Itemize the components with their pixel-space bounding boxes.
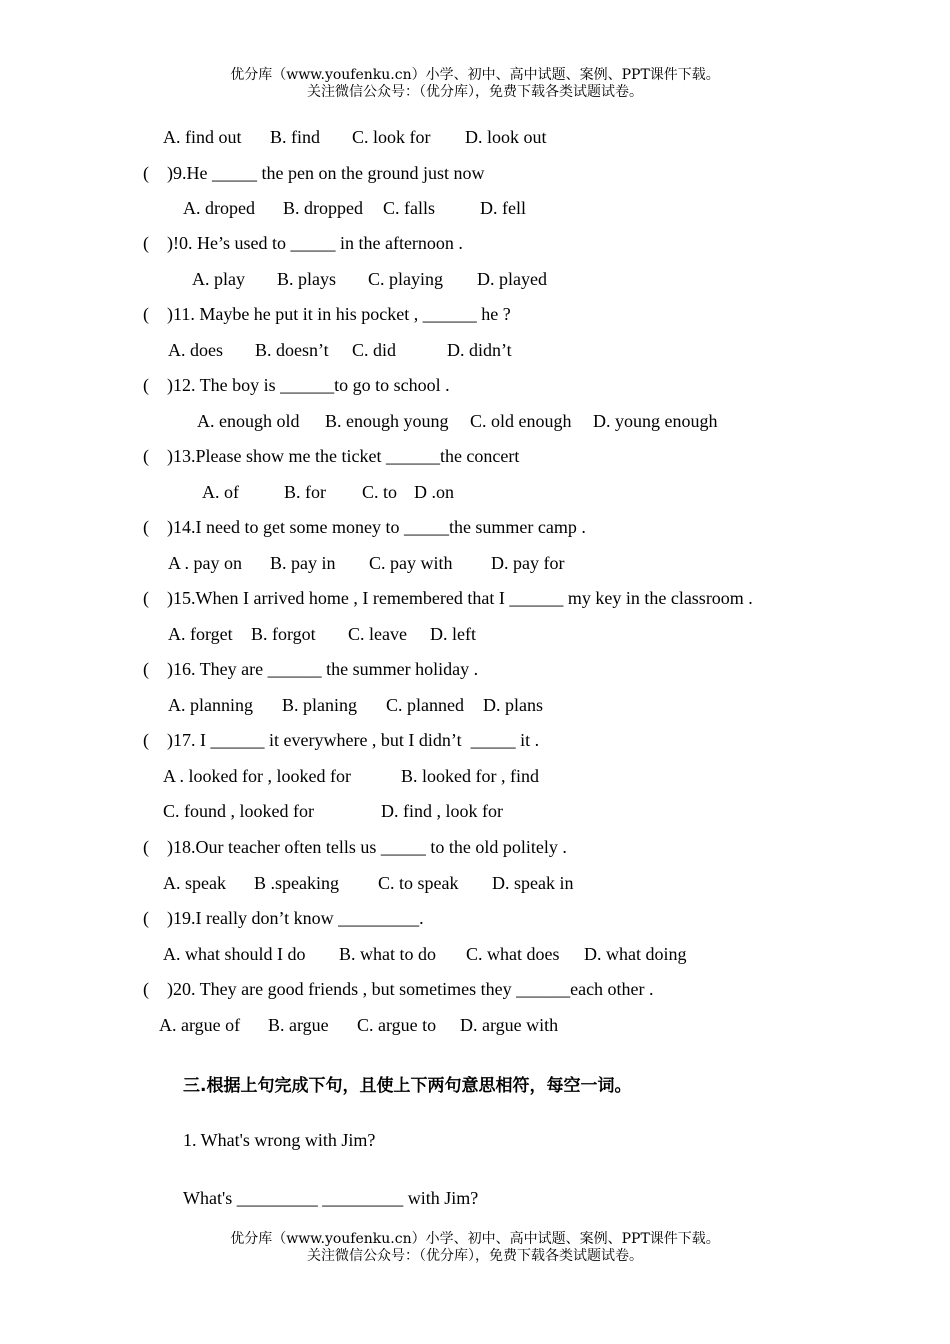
q13-option-d: D .on bbox=[414, 482, 454, 502]
q18-stem: ( )18.Our teacher often tells us _____ to the old politely . bbox=[143, 837, 567, 857]
q14-option-b: B. pay in bbox=[270, 553, 336, 573]
q18-option-a: A. speak bbox=[163, 873, 226, 893]
q14-option-d: D. pay for bbox=[491, 553, 565, 573]
q11-option-d: D. didn’t bbox=[447, 340, 512, 360]
footer-line-1: 优分库（www.youfenku.cn）小学、初中、高中试题、案例、PPT课件下载。 bbox=[230, 1231, 720, 1247]
q8-option-b: B. find bbox=[270, 127, 321, 147]
q15-option-c: C. leave bbox=[348, 624, 407, 644]
q14-stem: ( )14.I need to get some money to _____the summer camp . bbox=[143, 517, 586, 537]
q10-option-c: C. playing bbox=[368, 269, 443, 289]
section-3-question-1: 1. What's wrong with Jim? bbox=[183, 1130, 376, 1150]
q19-stem: ( )19.I really don’t know _________. bbox=[143, 908, 424, 928]
q8-option-c: C. look for bbox=[352, 127, 431, 147]
q16-stem: ( )16. They are ______ the summer holiday . bbox=[143, 659, 479, 679]
q19-option-d: D. what doing bbox=[584, 944, 687, 964]
page-footer bbox=[0, 1231, 950, 1265]
q20-option-a: A. argue of bbox=[159, 1015, 241, 1035]
q8-option-d: D. look out bbox=[465, 127, 547, 147]
q10-option-b: B. plays bbox=[277, 269, 337, 289]
q20-option-d: D. argue with bbox=[460, 1015, 559, 1035]
q8-option-a: A. find out bbox=[163, 127, 242, 147]
q14-option-a: A . pay on bbox=[168, 553, 242, 573]
q19-option-c: C. what does bbox=[466, 944, 560, 964]
q12-option-a: A. enough old bbox=[197, 411, 300, 431]
section-3-title: 三.根据上句完成下句，且使上下两句意思相符，每空一词。 bbox=[183, 1076, 632, 1096]
header-line-2: 关注微信公众号：（优分库），免费下载各类试题试卷。 bbox=[307, 84, 643, 100]
q11-option-a: A. does bbox=[168, 340, 223, 360]
q17-option-b: B. looked for , find bbox=[401, 766, 539, 786]
q19-option-b: B. what to do bbox=[339, 944, 436, 964]
q16-option-b: B. planing bbox=[282, 695, 357, 715]
q9-stem: ( )9.He _____ the pen on the ground just now bbox=[143, 163, 485, 183]
q10-stem: ( )!0. He’s used to _____ in the afternoon . bbox=[143, 233, 463, 253]
q12-option-d: D. young enough bbox=[593, 411, 718, 431]
q18-option-d: D. speak in bbox=[492, 873, 574, 893]
q17-option-c: C. found , looked for bbox=[163, 801, 314, 821]
q12-option-c: C. old enough bbox=[470, 411, 572, 431]
q13-option-a: A. of bbox=[202, 482, 239, 502]
q11-option-b: B. doesn’t bbox=[255, 340, 329, 360]
q12-stem: ( )12. The boy is ______to go to school . bbox=[143, 375, 450, 395]
q13-option-c: C. to bbox=[362, 482, 398, 502]
q15-option-a: A. forget bbox=[168, 624, 233, 644]
q17-stem: ( )17. I ______ it everywhere , but I didn’t _____ it . bbox=[143, 730, 540, 750]
q20-option-c: C. argue to bbox=[357, 1015, 437, 1035]
section-3-answer-1: What's _________ _________ with Jim? bbox=[183, 1188, 479, 1208]
q9-option-c: C. falls bbox=[383, 198, 435, 218]
q15-stem: ( )15.When I arrived home , I remembered that I ______ my key in the classroom . bbox=[143, 588, 753, 608]
q16-option-d: D. plans bbox=[483, 695, 543, 715]
footer-line-2: 关注微信公众号：（优分库），免费下载各类试题试卷。 bbox=[307, 1248, 643, 1264]
q9-option-b: B. dropped bbox=[283, 198, 363, 218]
q14-option-c: C. pay with bbox=[369, 553, 453, 573]
q15-option-b: B. forgot bbox=[251, 624, 316, 644]
q16-option-a: A. planning bbox=[168, 695, 253, 715]
q16-option-c: C. planned bbox=[386, 695, 464, 715]
q13-stem: ( )13.Please show me the ticket ______the concert bbox=[143, 446, 520, 466]
page-header bbox=[0, 67, 950, 101]
q15-option-d: D. left bbox=[430, 624, 476, 644]
q17-option-a: A . looked for , looked for bbox=[163, 766, 351, 786]
q9-option-d: D. fell bbox=[480, 198, 526, 218]
q17-option-d: D. find , look for bbox=[381, 801, 503, 821]
q13-option-b: B. for bbox=[284, 482, 326, 502]
q20-stem: ( )20. They are good friends , but sometimes they ______each other . bbox=[143, 979, 654, 999]
q10-option-d: D. played bbox=[477, 269, 547, 289]
q20-option-b: B. argue bbox=[268, 1015, 329, 1035]
q9-option-a: A. droped bbox=[183, 198, 255, 218]
q11-stem: ( )11. Maybe he put it in his pocket , ______ he ? bbox=[143, 304, 511, 324]
q11-option-c: C. did bbox=[352, 340, 397, 360]
header-line-1: 优分库（www.youfenku.cn）小学、初中、高中试题、案例、PPT课件下载。 bbox=[230, 67, 720, 83]
q19-option-a: A. what should I do bbox=[163, 944, 306, 964]
q18-option-b: B .speaking bbox=[254, 873, 339, 893]
q12-option-b: B. enough young bbox=[325, 411, 449, 431]
q10-option-a: A. play bbox=[192, 269, 245, 289]
q18-option-c: C. to speak bbox=[378, 873, 459, 893]
